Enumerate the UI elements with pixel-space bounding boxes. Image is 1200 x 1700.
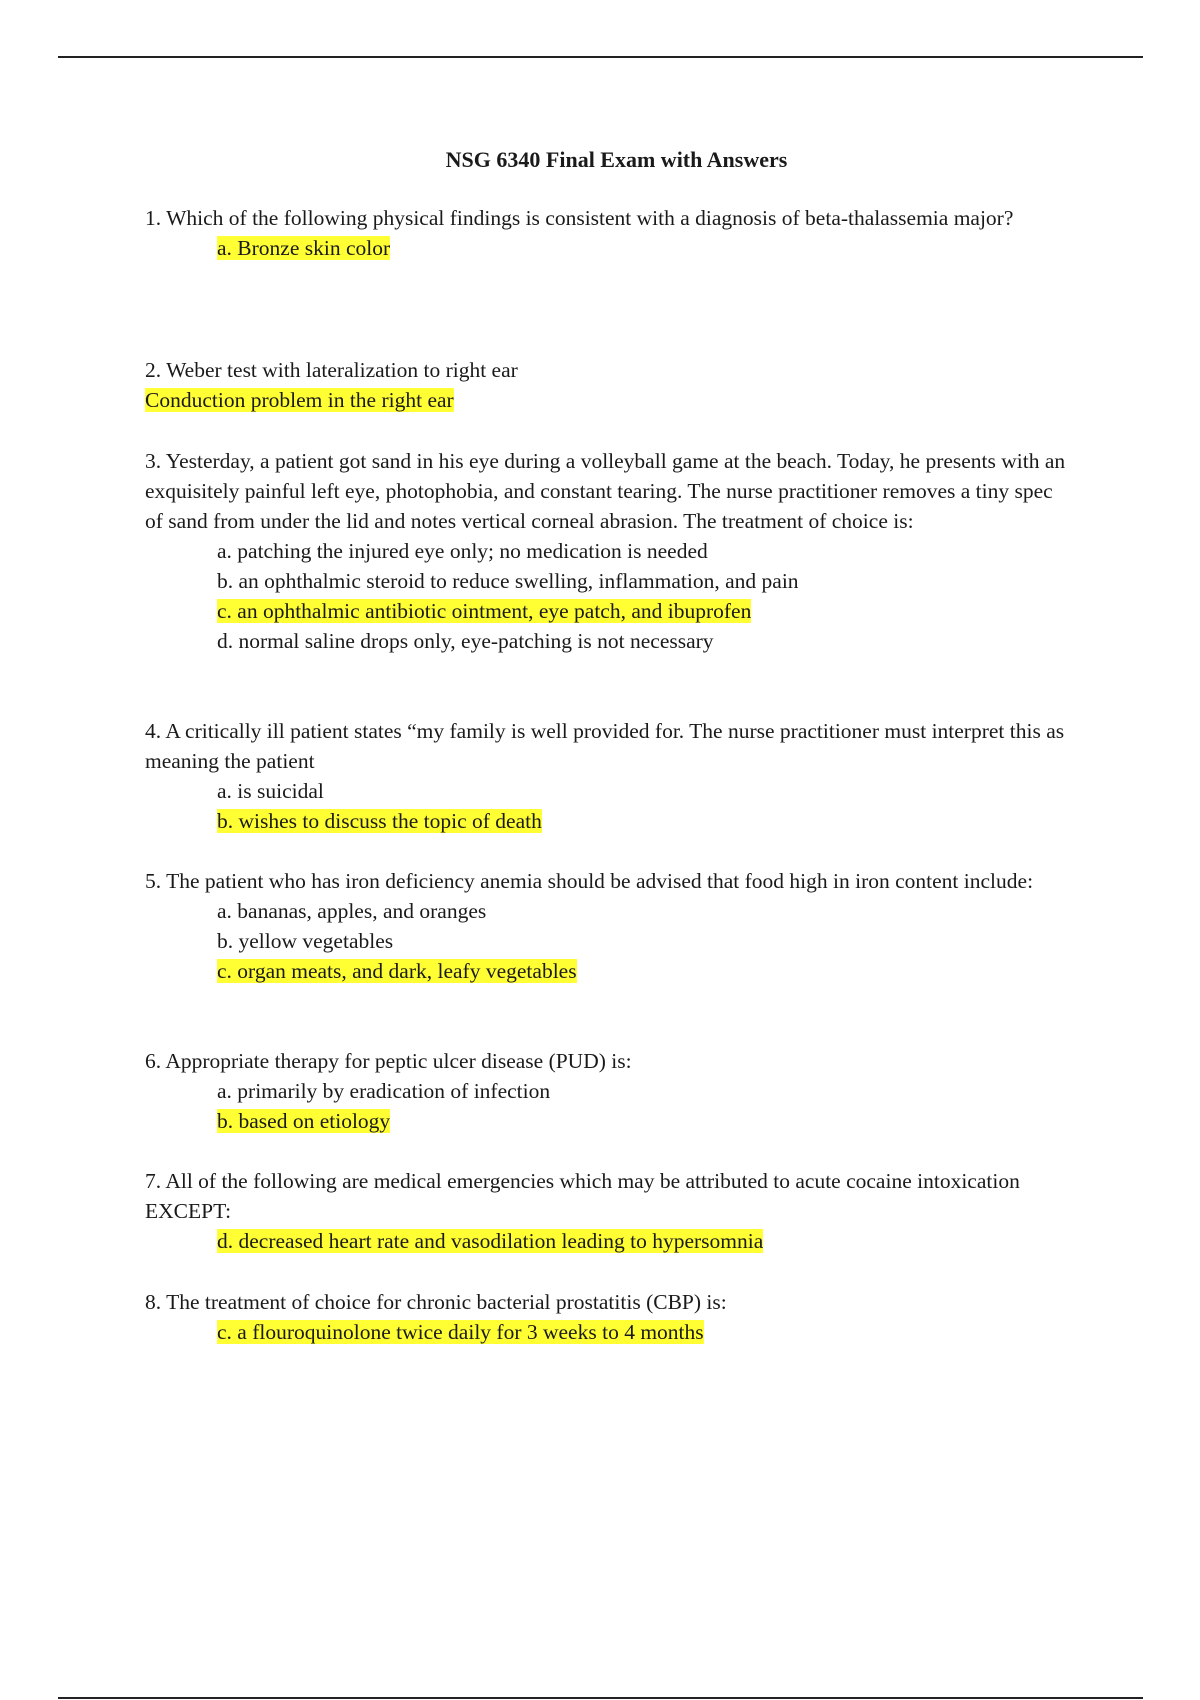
question-6 — [145, 1046, 1070, 1136]
answer-option — [145, 1317, 1070, 1347]
answer-option: b. yellow vegetables — [217, 929, 394, 953]
question-5 — [145, 866, 1070, 986]
highlighted-answer: b. based on etiology — [217, 1109, 391, 1133]
answer-option: b. an ophthalmic steroid to reduce swelling, inflammation, and pain — [217, 569, 799, 593]
answer-option: a. is suicidal — [217, 779, 324, 803]
question-8 — [145, 1287, 1070, 1347]
highlighted-answer: a. Bronze skin color — [217, 236, 391, 260]
answer-option: a. patching the injured eye only; no medication is needed — [217, 539, 708, 563]
question-stem: 3. Yesterday, a patient got sand in his eye during a volleyball game at the beach. Today, he presents with an exquisitely painful left eye, photophobia, and constant tearing. The nurse practitioner removes a tiny spec of sand from under the lid and notes vertical corneal abrasion. The treatment of choice is: — [145, 449, 1066, 533]
answer-option — [145, 1226, 1070, 1256]
answer-option — [145, 596, 1070, 626]
answer-option — [145, 806, 1070, 836]
answer-option — [145, 956, 1070, 986]
question-stem: 1. Which of the following physical findings is consistent with a diagnosis of beta-thalassemia major? — [145, 206, 1014, 230]
question-stem: 7. All of the following are medical emergencies which may be attributed to acute cocaine intoxication EXCEPT: — [145, 1169, 1020, 1223]
question-3 — [145, 446, 1070, 656]
question-stem: 6. Appropriate therapy for peptic ulcer disease (PUD) is: — [145, 1049, 632, 1073]
question-1 — [145, 203, 1070, 263]
question-stem: 2. Weber test with lateralization to right ear — [145, 358, 518, 382]
top-rule — [58, 56, 1143, 58]
answer-option: a. primarily by eradication of infection — [217, 1079, 551, 1103]
question-stem: 5. The patient who has iron deficiency anemia should be advised that food high in iron content include: — [145, 869, 1034, 893]
page-title: NSG 6340 Final Exam with Answers — [445, 147, 788, 172]
highlighted-answer: b. wishes to discuss the topic of death — [217, 809, 542, 833]
bottom-rule — [58, 1697, 1143, 1699]
highlighted-answer: c. an ophthalmic antibiotic ointment, eye patch, and ibuprofen — [217, 599, 752, 623]
answer-option: a. bananas, apples, and oranges — [217, 899, 487, 923]
answer-option — [145, 1106, 1070, 1136]
question-4 — [145, 716, 1070, 836]
answer-option — [145, 385, 1070, 415]
answer-option — [145, 233, 1070, 263]
question-7 — [145, 1166, 1070, 1256]
highlighted-answer: Conduction problem in the right ear — [145, 388, 454, 412]
highlighted-answer: c. a flouroquinolone twice daily for 3 weeks to 4 months — [217, 1320, 704, 1344]
question-2 — [145, 355, 1070, 415]
highlighted-answer: c. organ meats, and dark, leafy vegetables — [217, 959, 577, 983]
answer-option: d. normal saline drops only, eye-patching is not necessary — [217, 629, 714, 653]
highlighted-answer: d. decreased heart rate and vasodilation leading to hypersomnia — [217, 1229, 764, 1253]
question-stem: 8. The treatment of choice for chronic bacterial prostatitis (CBP) is: — [145, 1290, 727, 1314]
question-stem: 4. A critically ill patient states “my family is well provided for. The nurse practitioner must interpret this as meaning the patient — [145, 719, 1065, 773]
